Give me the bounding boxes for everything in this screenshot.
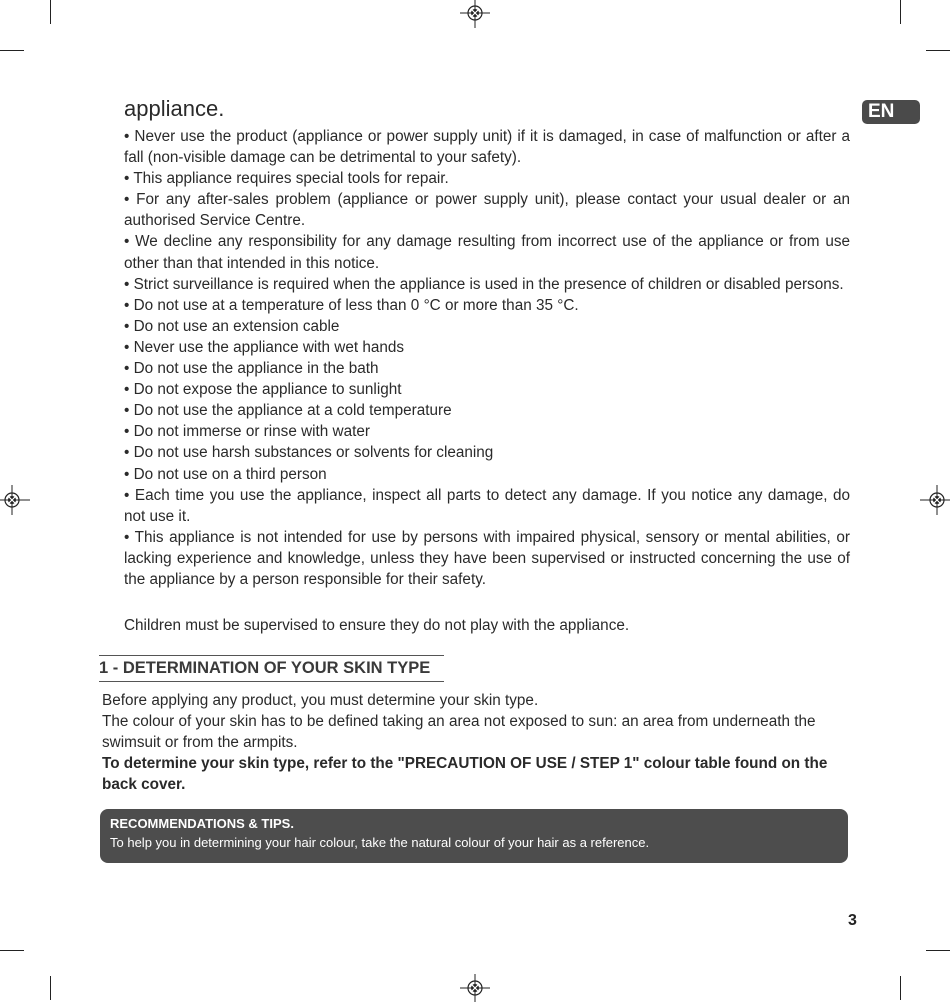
section-bold-paragraph: To determine your skin type, refer to the "PRECAUTION OF USE / STEP 1" colour table found on the back cover. xyxy=(102,755,828,793)
registration-mark-icon xyxy=(460,0,490,30)
crop-mark xyxy=(50,976,51,1000)
section-title: 1 - DETERMINATION OF YOUR SKIN TYPE xyxy=(99,655,444,682)
list-item: • Do not use on a third person xyxy=(124,465,327,483)
list-item: • Never use the product (appliance or power supply unit) if it is damaged, in case of malfunction or after a fall (non-visible damage can be detrimental to your safety). xyxy=(124,128,850,167)
list-item: • We decline any responsibility for any damage resulting from incorrect use of the appliance or from use other than that intended in this notice. xyxy=(124,233,850,272)
list-item: • This appliance requires special tools for repair. xyxy=(124,170,449,188)
registration-mark-icon xyxy=(920,485,950,515)
tips-title: RECOMMENDATIONS & TIPS. xyxy=(110,816,294,831)
crop-mark xyxy=(900,0,901,24)
crop-mark xyxy=(926,50,950,51)
closing-note: Children must be supervised to ensure they do not play with the appliance. xyxy=(124,617,630,634)
crop-mark xyxy=(900,976,901,1000)
list-item: • Strict surveillance is required when the appliance is used in the presence of children or disabled persons. xyxy=(124,275,844,293)
language-tab: EN xyxy=(862,100,920,124)
list-item: • Do not expose the appliance to sunlight xyxy=(124,381,402,399)
list-item: • Never use the appliance with wet hands xyxy=(124,338,405,356)
section-paragraph: Before applying any product, you must determine your skin type. xyxy=(102,692,539,709)
heading-continuation: appliance. xyxy=(124,96,225,121)
crop-mark xyxy=(50,0,51,24)
list-item: • For any after-sales problem (appliance or power supply unit), please contact your usual dealer or an authorised Service Centre. xyxy=(124,191,850,230)
section-body xyxy=(102,690,850,795)
list-item: • Do not use an extension cable xyxy=(124,317,340,335)
list-item: • Do not immerse or rinse with water xyxy=(124,423,370,441)
list-item: • This appliance is not intended for use by persons with impaired physical, sensory or mental abilities, or lacking experience and knowledge, unless they have been supervised or instructed concerning the use of the appliance by a person responsible for their safety. xyxy=(124,528,850,588)
page-number: 3 xyxy=(848,912,857,929)
list-item: • Do not use the appliance at a cold temperature xyxy=(124,402,452,420)
tips-box xyxy=(100,809,848,863)
crop-mark xyxy=(926,950,950,951)
tips-text: To help you in determining your hair colour, take the natural colour of your hair as a reference. xyxy=(110,835,650,850)
safety-bullet-list xyxy=(124,126,850,590)
registration-mark-icon xyxy=(0,485,30,515)
list-item: • Do not use at a temperature of less than 0 °C or more than 35 °C. xyxy=(124,296,579,314)
crop-mark xyxy=(0,50,24,51)
crop-mark xyxy=(0,950,24,951)
section-paragraph: The colour of your skin has to be defined taking an area not exposed to sun: an area from underneath the swimsuit or from the armpits. xyxy=(102,713,816,751)
list-item: • Do not use the appliance in the bath xyxy=(124,360,379,378)
list-item: • Do not use harsh substances or solvents for cleaning xyxy=(124,444,494,462)
registration-mark-icon xyxy=(460,972,490,1002)
list-item: • Each time you use the appliance, inspect all parts to detect any damage. If you notice any damage, do not use it. xyxy=(124,486,850,525)
